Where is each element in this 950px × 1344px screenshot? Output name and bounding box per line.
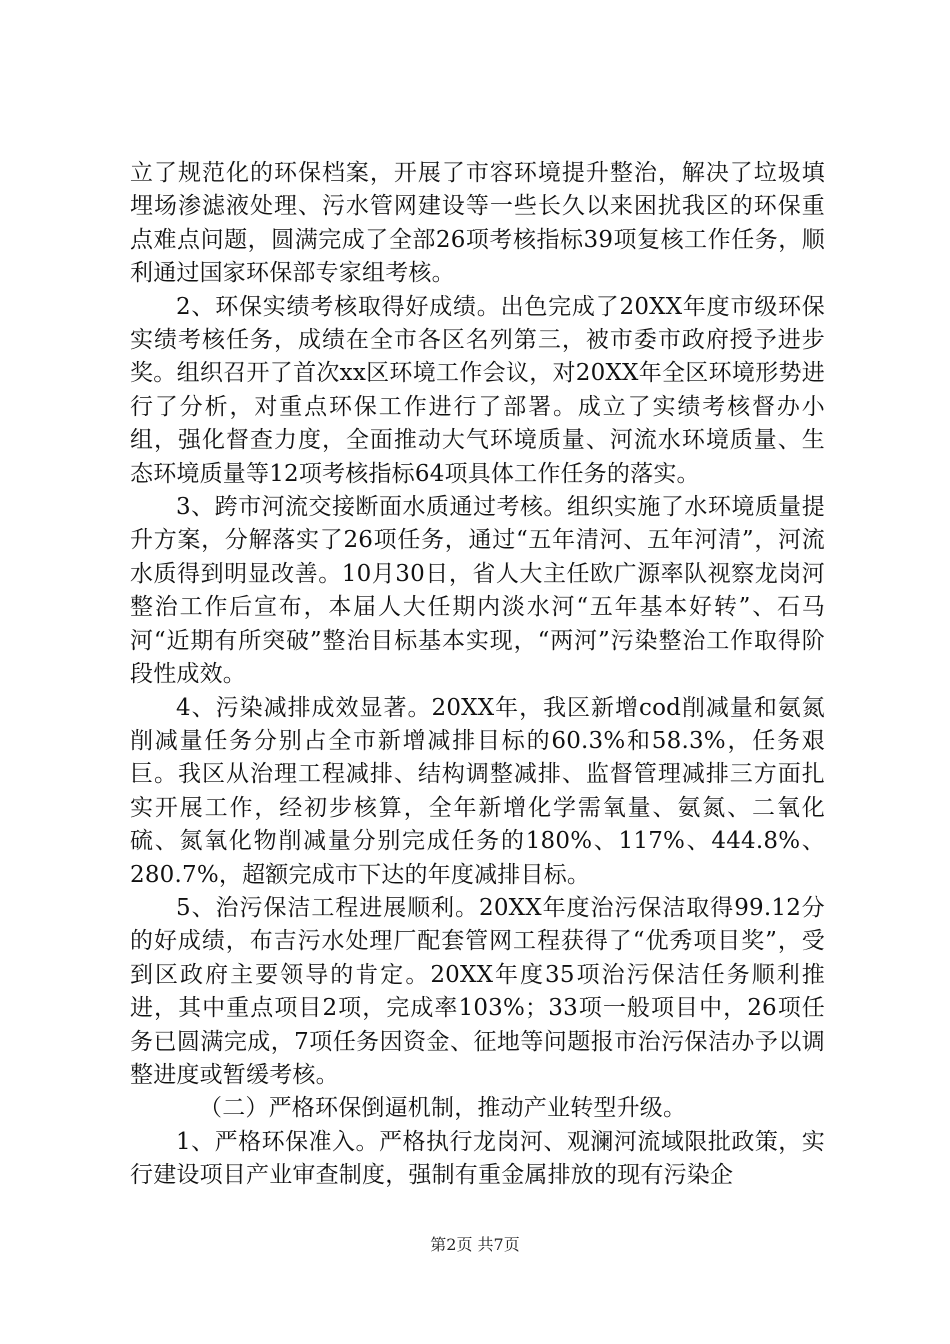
page-number: 第2页 共7页 <box>430 1235 520 1254</box>
paragraph-item-2: 2、环保实绩考核取得好成绩。出色完成了20XX年度市级环保实绩考核任务，成绩在全市各区名列第三，被市委市政府授予进步奖。组织召开了首次xx区环境工作会议，对20XX年全区环境形势进行了分析，对重点环保工作进行了部署。成立了实绩考核督办小组，强化督查力度，全面推动大气环境质量、河流水环境质量、生态环境质量等12项考核指标64项具体工作任务的落实。 <box>130 293 825 487</box>
paragraph-item-4: 4、污染减排成效显著。20XX年，我区新增cod削减量和氨氮削减量任务分别占全市新增减排目标的60.3%和58.3%，任务艰巨。我区从治理工程减排、结构调整减排、监督管理减排三方面扎实开展工作，经初步核算，全年新增化学需氧量、氨氮、二氧化硫、氮氧化物削减量分别完成任务的180%、117%、444.8%、280.7%，超额完成市下达的年度减排目标。 <box>130 694 825 888</box>
document-body <box>130 157 825 1193</box>
section-heading: （二）严格环保倒逼机制，推动产业转型升级。 <box>199 1095 687 1122</box>
paragraph-continuation: 立了规范化的环保档案，开展了市容环境提升整治，解决了垃圾填埋场渗滤液处理、污水管网建设等一些长久以来困扰我区的环保重点难点问题，圆满完成了全部26项考核指标39项复核工作任务，顺利通过国家环保部专家组考核。 <box>130 160 825 287</box>
paragraph-item-1: 1、严格环保准入。严格执行龙岗河、观澜河流域限批政策，实行建设项目产业审查制度，强制有重金属排放的现有污染企 <box>130 1128 825 1189</box>
paragraph-item-3: 3、跨市河流交接断面水质通过考核。组织实施了水环境质量提升方案，分解落实了26项任务，通过“五年清河、五年河清”，河流水质得到明显改善。10月30日，省人大主任欧广源率队视察龙岗河整治工作后宣布，本届人大任期内淡水河“五年基本好转”、石马河“近期有所突破”整治目标基本实现，“两河”污染整治工作取得阶段性成效。 <box>130 494 825 688</box>
paragraph-item-5: 5、治污保洁工程进展顺利。20XX年度治污保洁取得99.12分的好成绩，布吉污水处理厂配套管网工程获得了“优秀项目奖”，受到区政府主要领导的肯定。20XX年度35项治污保洁任务顺利推进，其中重点项目2项，完成率103%；33项一般项目中，26项任务已圆满完成，7项任务因资金、征地等问题报市治污保洁办予以调整进度或暂缓考核。 <box>130 894 825 1088</box>
